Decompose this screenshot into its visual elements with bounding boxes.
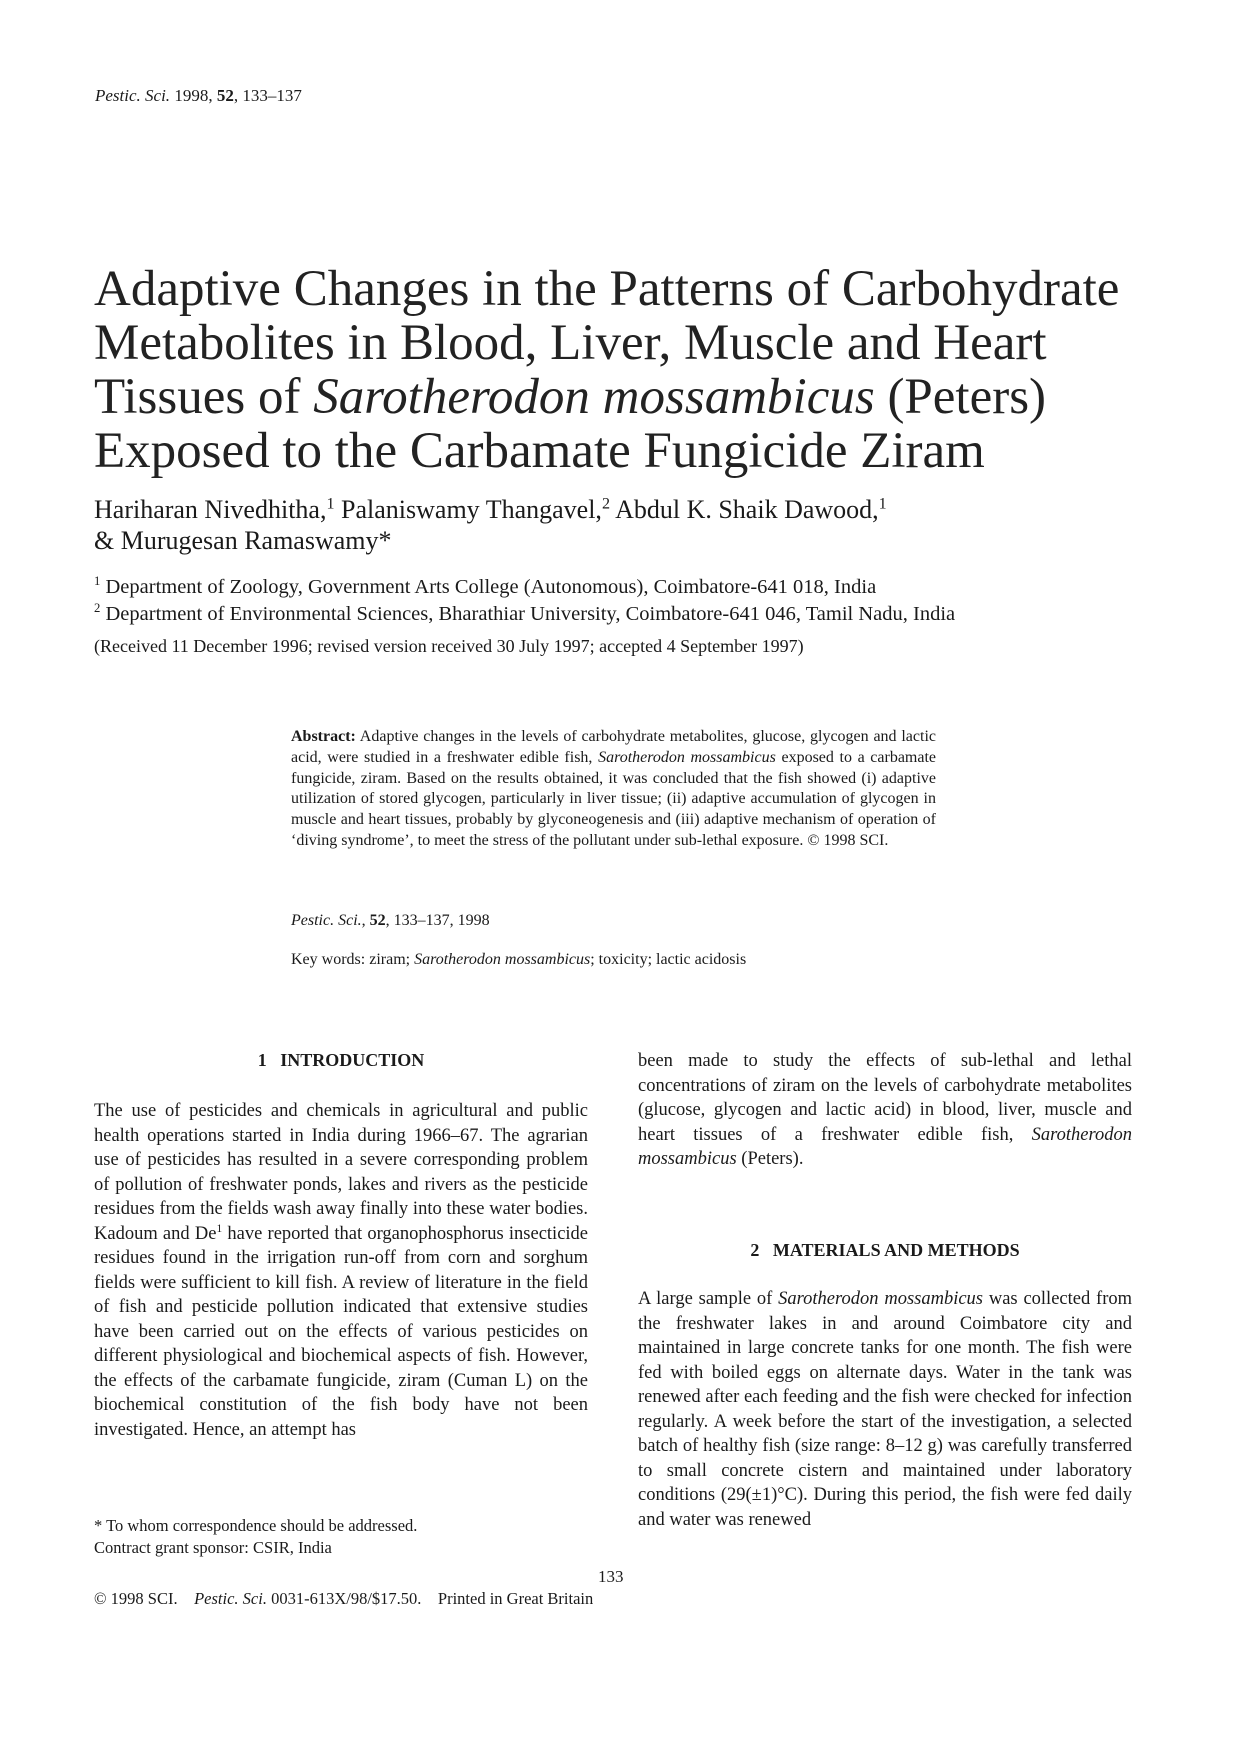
received-dates: (Received 11 December 1996; revised version received 30 July 1997; accepted 4 September 1997) xyxy=(94,636,804,656)
affiliation-1: $^1$ Department of Zoology, Government Arts College (Autonomous), Coimbatore-641 018, India xyxy=(94,574,877,598)
keywords: Key words: ziram; Sarotherodon mossambicus; toxicity; lactic acidosis xyxy=(291,951,747,968)
methods-text: A large sample of Sarotherodon mossambicus was collected from the freshwater lakes in and around Coimbatore city and maintained in large concrete tanks for one month. The fish were fed with boiled eggs on alternate days. Water in the tank was renewed after each feeding and the fish were checked for infection regularly. A week before the start of the investigation, a selected batch of healthy fish (size range: 8–12 g) was carefully transferred to small concrete cistern and maintained under laboratory conditions (29(±1)°C). During this period, the fish were fed daily and water was renewed xyxy=(638,1289,1133,1530)
affiliation-2: $^2$ Department of Environmental Sciences, Bharathiar University, Coimbatore-641 046, Tamil Nadu, India xyxy=(94,601,956,625)
imprint-line: © 1998 SCI. Pestic. Sci. 0031-613X/98/$17.50. Printed in Great Britain xyxy=(94,1589,594,1608)
page-number: 133 xyxy=(598,1567,624,1586)
footnote-sponsor: Contract grant sponsor: CSIR, India xyxy=(94,1537,332,1557)
introduction-text: The use of pesticides and chemicals in agricultural and public health operations started in India during 1966–67. The agrarian use of pesticides has resulted in a severe corresponding problem of pollution of freshwater ponds, lakes and rivers as the pesticide residues from the fields wash away finally into these water bodies. Kadoum and De$^1$ have reported that organophosphorus insecticide residues found in the irrigation run-off from corn and sorghum fields were sufficient to kill fish. A review of literature in the field of fish and pesticide pollution indicated that extensive studies have been carried out on the effects of various pesticides on different physiological and biochemical aspects of fish. However, the effects of the carbamate fungicide, ziram (Cuman L) on the biochemical constitution of the fish body have not been investigated. Hence, an attempt has xyxy=(94,1101,589,1440)
footnote-correspondence: * To whom correspondence should be addressed. xyxy=(94,1516,418,1535)
section-heading-introduction: 1 INTRODUCTION xyxy=(257,1050,425,1070)
abstract: Abstract: Adaptive changes in the levels of carbohydrate metabolites, glucose, glycogen and lactic acid, were studied in a freshwater edible fish, Sarotherodon mossambicus exposed to a carbamate fungicide, ziram. Based on the results obtained, it was concluded that the fish showed (i) adaptive utilization of stored glycogen, particularly in liver tissue; (ii) adaptive accumulation of glycogen in muscle and heart tissues, probably by glyconeogenesis and (iii) adaptive mechanism of operation of ‘diving syndrome’, to meet the stress of the pollutant under sub-lethal exposure. © 1998 SCI. xyxy=(291,728,937,849)
affiliations xyxy=(94,574,1234,628)
author-list: Hariharan Nivedhitha,$^1$ Palaniswamy Thangavel,$^2$ Abdul K. Shaik Dawood,$^1$ & Murugesan Ramaswamy* xyxy=(94,495,887,555)
footnotes xyxy=(94,1515,588,1558)
section-heading-methods: 2 MATERIALS AND METHODS xyxy=(750,1240,1020,1260)
abstract-citation: Pestic. Sci., 52, 133–137, 1998 xyxy=(291,912,490,929)
introduction-continuation: been made to study the effects of sub-lethal and lethal concentrations of ziram on the levels of carbohydrate metabolites (glucose, glycogen and lactic acid) in blood, liver, muscle and heart tissues of a freshwater edible fish, Sarotherodon mossambicus (Peters). xyxy=(638,1051,1132,1169)
running-head: Pestic. Sci. 1998, 52, 133–137 xyxy=(95,86,302,105)
paper-title: Adaptive Changes in the Patterns of Carbohydrate Metabolites in Blood, Liver, Muscle and Heart Tissues of Sarotherodon mossambicus (Peters) Exposed to the Carbamate Fungicide Ziram xyxy=(94,261,1120,479)
